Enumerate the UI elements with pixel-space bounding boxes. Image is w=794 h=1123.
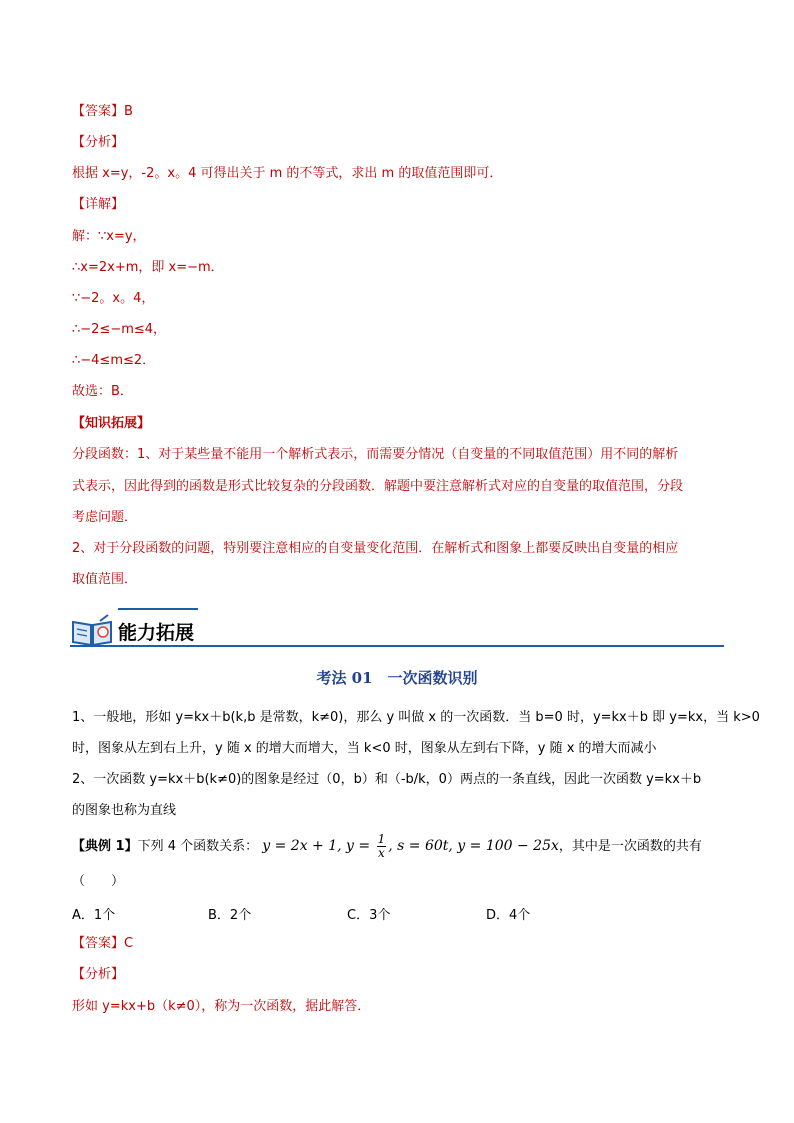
method-title: 考法 01 一次函数识别 bbox=[316, 669, 478, 687]
answer-line bbox=[72, 103, 133, 121]
analysis-tag: 【分析】 bbox=[72, 967, 125, 982]
knowledge-line: 式表示，因此得到的函数是形式比较复杂的分段函数．解题中要注意解析式对应的自变量的取值范围，分段 bbox=[72, 479, 684, 494]
intro-line: 1、一般地，形如 y=kx＋b(k,b 是常数，k≠0)，那么 y 叫做 x 的一次函数．当 b=0 时，y=kx＋b 即 y=kx，当 k>0 bbox=[72, 710, 760, 725]
answer-line bbox=[72, 935, 133, 953]
knowledge-line: 2、对于分段函数的问题，特别要注意相应的自变量变化范围．在解析式和图象上都要反映出自变量的相应 bbox=[72, 541, 679, 556]
example-blank: （ ） bbox=[72, 874, 125, 889]
example-tag: 【典例 1】 bbox=[72, 839, 138, 854]
detail-tag: 【详解】 bbox=[72, 197, 125, 212]
option-a: A．1个 bbox=[72, 908, 116, 923]
answer-value: B bbox=[124, 104, 133, 119]
answer-tag: 【答案】 bbox=[72, 104, 125, 119]
formula-part: y = 2x + 1, y = bbox=[262, 838, 375, 854]
intro-line: 的图象也称为直线 bbox=[72, 803, 177, 818]
detail-line: 故选：B． bbox=[72, 384, 133, 399]
intro-line: 时，图象从左到右上升，y 随 x 的增大而增大，当 k<0 时，图象从左到右下降，y 随 x 的增大而减小 bbox=[72, 741, 657, 756]
section-title: 能力拓展 bbox=[118, 622, 195, 644]
analysis-text: 形如 y=kx+b（k≠0），称为一次函数，据此解答． bbox=[72, 999, 371, 1014]
analysis-text: 根据 x=y，-2。x。4 可得出关于 m 的不等式，求出 m 的取值范围即可． bbox=[72, 166, 503, 181]
knowledge-line: 分段函数：1、对于某些量不能用一个解析式表示，而需要分情况（自变量的不同取值范围）用不同的解析 bbox=[72, 447, 679, 462]
fraction-denominator: x bbox=[378, 846, 385, 860]
example-suffix: ，其中是一次函数的共有 bbox=[558, 839, 702, 854]
detail-line: 解：∵x=y， bbox=[72, 229, 146, 244]
knowledge-line: 取值范围． bbox=[72, 572, 138, 587]
option-d: D．4个 bbox=[486, 908, 531, 923]
knowledge-line: 考虑问题． bbox=[72, 510, 138, 525]
formula-part: , s = 60t, y = 100 − 25x bbox=[388, 838, 559, 854]
fraction-numerator: 1 bbox=[377, 832, 386, 846]
knowledge-tag: 【知识拓展】 bbox=[72, 416, 151, 431]
intro-line: 2、一次函数 y=kx＋b(k≠0)的图象是经过（0，b）和（-b/k，0）两点的一条直线，因此一次函数 y=kx＋b bbox=[72, 772, 702, 787]
analysis-tag: 【分析】 bbox=[72, 135, 125, 150]
detail-line: ∵−2。x。4， bbox=[72, 291, 155, 306]
section-topline bbox=[118, 608, 198, 610]
detail-line: ∴−4≤m≤2． bbox=[72, 353, 156, 368]
answer-value: C bbox=[124, 936, 134, 951]
option-b: B．2个 bbox=[208, 908, 252, 923]
open-book-icon bbox=[70, 612, 114, 648]
answer-tag: 【答案】 bbox=[72, 936, 125, 951]
detail-line: ∴−2≤−m≤4， bbox=[72, 322, 167, 337]
option-c: C．3个 bbox=[347, 908, 391, 923]
fraction bbox=[377, 833, 387, 860]
example-prompt: 下列 4 个函数关系： bbox=[137, 839, 259, 854]
section-divider bbox=[70, 645, 724, 647]
section-header bbox=[70, 604, 724, 648]
detail-line: ∴x=2x+m，即 x=−m． bbox=[72, 260, 224, 275]
example-line bbox=[72, 831, 702, 861]
